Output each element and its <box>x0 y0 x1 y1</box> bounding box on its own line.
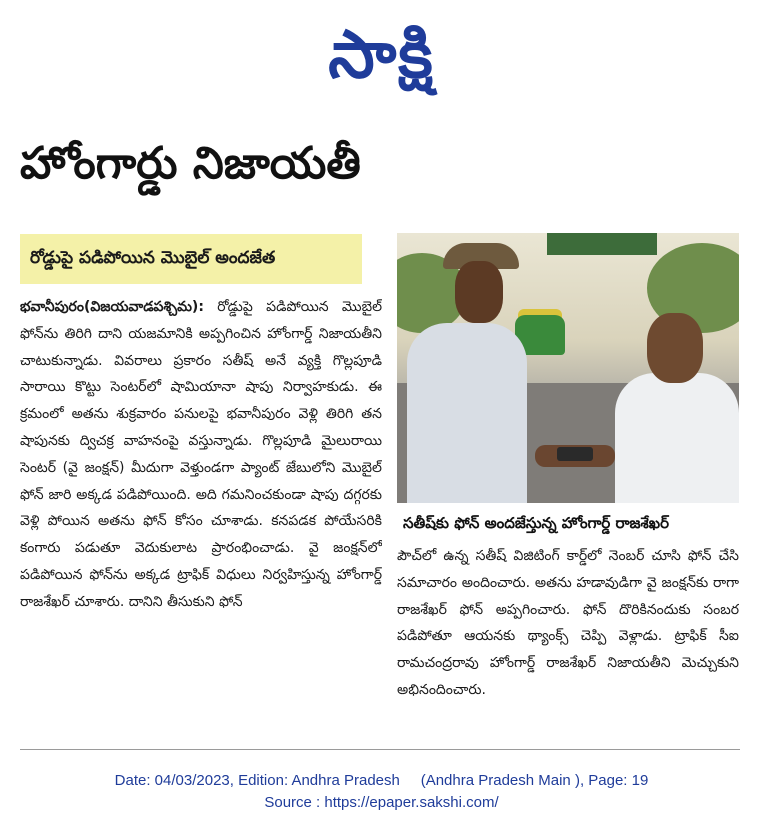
footer-divider <box>20 749 740 750</box>
photo-caption: సతీష్‌కు ఫోన్ అందజేస్తున్న హోంగార్డ్ రాజశేఖర్ <box>403 514 669 532</box>
footer-source: Source : https://epaper.sakshi.com/ <box>264 794 499 811</box>
footer-edition-info: Date: 04/03/2023, Edition: Andhra Pradesh (Andhra Pradesh Main ), Page: 19 <box>114 772 649 789</box>
article-body-right: పౌచ్‌లో ఉన్న సతీష్ విజిటింగ్ కార్డ్‌లో నెంబర్ చూసి ఫోన్ చేసి సమాచారం అందించారు. అతను హడావుడిగా వై జంక్షన్‌కు రాగా రాజశేఖర్ ఫోన్ అప్పగించారు. ఫోన్ దొరికినందుకు సంబర పడిపోతూ ఆయనకు థ్యాంక్స్ చెప్పి వెళ్లాడు. ట్రాఫిక్ సీఐ రామచంద్రరావు హోంగార్డ్ రాజశేఖర్ నిజాయతీని మెచ్చుకుని అభినందించారు. <box>397 548 739 698</box>
article-body-left <box>20 294 382 734</box>
article-photo <box>397 233 739 503</box>
citizen-figure <box>615 373 739 503</box>
sakshi-logo: సాక్షి <box>328 16 435 93</box>
home-guard-head <box>455 261 503 323</box>
mobile-phone-icon <box>557 447 593 461</box>
home-guard-figure <box>407 323 527 503</box>
citizen-head <box>647 313 703 383</box>
article-subheadline: రోడ్డుపై పడిపోయిన మొబైల్ అందజేత <box>20 234 362 284</box>
body-left-text: రోడ్డుపై పడిపోయిన మొబైల్ ఫోన్‌ను తిరిగి దాని యజమానికి అప్పగించిన హోంగార్డ్ నిజాయతీని చాటుకున్నాడు. వివరాలు ప్రకారం సతీష్ అనే వ్యక్తి గొల్లపూడి సారాయి కొట్టు సెంటర్‌లో షామియానా షాపు నిర్వాహకుడు. ఈ క్రమంలో అతను శుక్రవారం పనులపై భవానీపురం వెళ్లి తిరిగి తన షాపునకు ద్విచక్ర వాహనంపై వస్తున్నాడు. గొల్లపూడి మైలురాయి సెంటర్ (వై జంక్షన్) మీదుగా వెళ్తుండగా ప్యాంట్ జేబులోని మొబైల్ ఫోన్ జారి అక్కడ పడిపోయింది. అది గమనించకుండా షాపు దగ్గరకు వెళ్లి పోయిన అతను ఫోన్ కోసం చూశాడు. కనపడక పోయేసరికి కంగారు పడుతూ వెదుకులాట ప్రారంభించాడు. వై జంక్షన్‌లో పడిపోయిన ఫోన్‌ను అక్కడ ట్రాఫిక్ విధులు నిర్వహిస్తున్న హోంగార్డ్ రాజశేఖర్ చూశారు. దానిని తీసుకుని ఫోన్ <box>20 299 382 610</box>
dateline: భవానీపురం(విజయవాడపశ్చిమ): <box>20 299 204 315</box>
signboard-shape <box>547 233 657 255</box>
footer <box>0 770 763 814</box>
masthead <box>0 6 763 104</box>
article-headline: హోంగార్డు నిజాయతీ <box>20 138 361 189</box>
